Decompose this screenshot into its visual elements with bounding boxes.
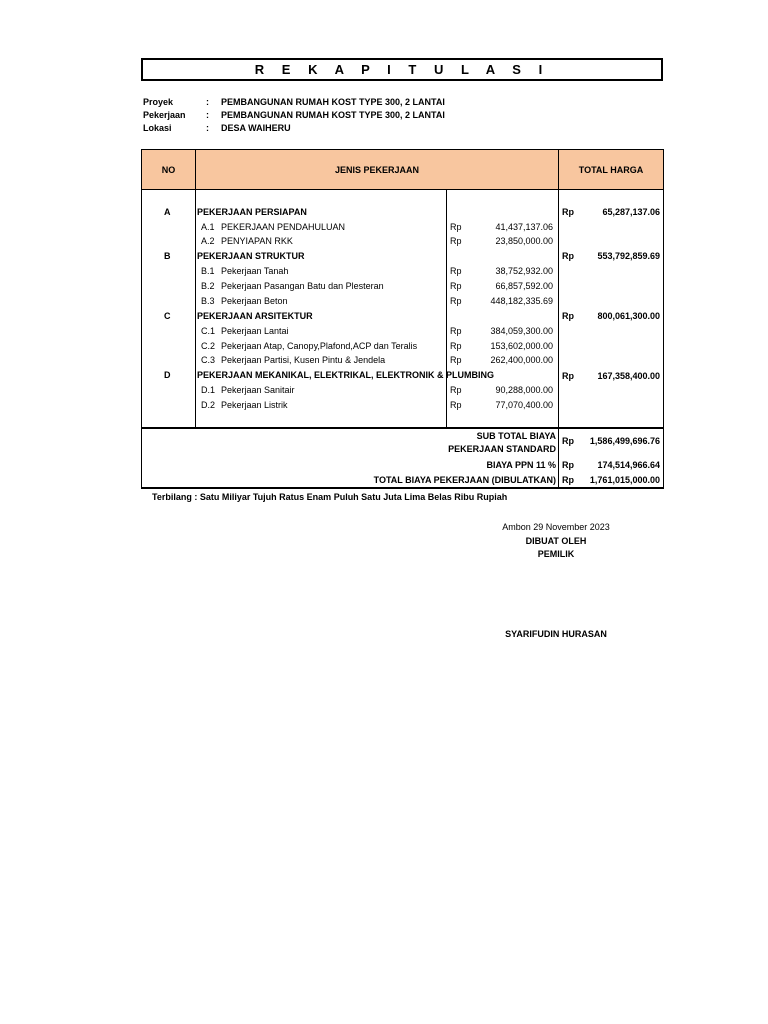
currency-label: Rp bbox=[450, 385, 462, 395]
role-label: PEMILIK bbox=[537, 549, 575, 559]
section-no: B bbox=[164, 251, 171, 261]
section-title: PEKERJAAN MEKANIKAL, ELEKTRIKAL, ELEKTRONIK & PLUMBING bbox=[197, 370, 495, 380]
meta-label-lokasi: Lokasi bbox=[143, 123, 172, 133]
meta-sep: : bbox=[206, 123, 209, 133]
item-name: Pekerjaan Atap, Canopy,Plafond,ACP dan Teralis bbox=[221, 341, 418, 351]
grand-total-value: 1,761,015,000.00 bbox=[589, 475, 660, 485]
currency-label: Rp bbox=[562, 475, 574, 485]
item-amount: 448,182,335.69 bbox=[490, 296, 553, 306]
currency-label: Rp bbox=[450, 341, 462, 351]
currency-label: Rp bbox=[450, 326, 462, 336]
header-no: NO bbox=[141, 149, 196, 190]
item-code: C.3 bbox=[201, 355, 216, 365]
ppn-label: BIAYA PPN 11 % bbox=[486, 460, 556, 470]
item-code: B.2 bbox=[201, 281, 215, 291]
signer-name: SYARIFUDIN HURASAN bbox=[505, 629, 607, 639]
section-total: 800,061,300.00 bbox=[597, 311, 660, 321]
meta-label-pekerjaan: Pekerjaan bbox=[143, 110, 186, 120]
terbilang-text: Terbilang : Satu Miliyar Tujuh Ratus Enam Puluh Satu Juta Lima Belas Ribu Rupiah bbox=[152, 492, 508, 502]
subtotal-value: 1,586,499,696.76 bbox=[589, 436, 660, 446]
item-code: A.1 bbox=[201, 222, 215, 232]
item-code: D.1 bbox=[201, 385, 216, 395]
document-title: R E K A P I T U L A S I bbox=[141, 58, 663, 81]
ppn-value: 174,514,966.64 bbox=[597, 460, 660, 470]
header-total-harga: TOTAL HARGA bbox=[558, 149, 664, 190]
currency-label: Rp bbox=[562, 371, 574, 381]
meta-label-proyek: Proyek bbox=[143, 97, 174, 107]
item-amount: 38,752,932.00 bbox=[495, 266, 553, 276]
subtotal-label-line1: SUB TOTAL BIAYA bbox=[476, 431, 556, 441]
item-amount: 41,437,137.06 bbox=[495, 222, 553, 232]
item-name: PEKERJAAN PENDAHULUAN bbox=[221, 222, 346, 232]
section-title: PEKERJAAN STRUKTUR bbox=[197, 251, 305, 261]
meta-value-proyek: PEMBANGUNAN RUMAH KOST TYPE 300, 2 LANTAI bbox=[221, 97, 445, 107]
item-code: B.1 bbox=[201, 266, 215, 276]
item-name: Pekerjaan Tanah bbox=[221, 266, 289, 276]
currency-label: Rp bbox=[562, 207, 574, 217]
section-no: D bbox=[164, 370, 171, 380]
item-amount: 384,059,300.00 bbox=[490, 326, 553, 336]
item-name: Pekerjaan Lantai bbox=[221, 326, 289, 336]
section-no: C bbox=[164, 311, 171, 321]
section-no: A bbox=[164, 207, 171, 217]
place-date: Ambon 29 November 2023 bbox=[502, 522, 610, 532]
currency-label: Rp bbox=[450, 236, 462, 246]
item-name: Pekerjaan Pasangan Batu dan Plesteran bbox=[221, 281, 384, 291]
currency-label: Rp bbox=[562, 311, 574, 321]
section-total: 553,792,859.69 bbox=[597, 251, 660, 261]
item-amount: 23,850,000.00 bbox=[495, 236, 553, 246]
section-total: 167,358,400.00 bbox=[597, 371, 660, 381]
made-by-label: DIBUAT OLEH bbox=[525, 536, 587, 546]
currency-label: Rp bbox=[450, 400, 462, 410]
item-name: Pekerjaan Beton bbox=[221, 296, 288, 306]
section-title: PEKERJAAN ARSITEKTUR bbox=[197, 311, 313, 321]
item-name: Pekerjaan Partisi, Kusen Pintu & Jendela bbox=[221, 355, 386, 365]
item-amount: 262,400,000.00 bbox=[490, 355, 553, 365]
currency-label: Rp bbox=[450, 355, 462, 365]
item-name: PENYIAPAN RKK bbox=[221, 236, 293, 246]
currency-label: Rp bbox=[450, 296, 462, 306]
item-amount: 153,602,000.00 bbox=[490, 341, 553, 351]
currency-label: Rp bbox=[562, 251, 574, 261]
currency-label: Rp bbox=[450, 222, 462, 232]
currency-label: Rp bbox=[450, 266, 462, 276]
section-total: 65,287,137.06 bbox=[602, 207, 660, 217]
currency-label: Rp bbox=[450, 281, 462, 291]
item-code: A.2 bbox=[201, 236, 215, 246]
item-name: Pekerjaan Sanitair bbox=[221, 385, 295, 395]
meta-value-lokasi: DESA WAIHERU bbox=[221, 123, 291, 133]
item-amount: 77,070,400.00 bbox=[495, 400, 553, 410]
meta-sep: : bbox=[206, 110, 209, 120]
item-code: D.2 bbox=[201, 400, 216, 410]
grand-total-label: TOTAL BIAYA PEKERJAAN (DIBULATKAN) bbox=[373, 475, 556, 485]
meta-sep: : bbox=[206, 97, 209, 107]
currency-label: Rp bbox=[562, 436, 574, 446]
item-code: C.2 bbox=[201, 341, 216, 351]
item-name: Pekerjaan Listrik bbox=[221, 400, 288, 410]
meta-value-pekerjaan: PEMBANGUNAN RUMAH KOST TYPE 300, 2 LANTAI bbox=[221, 110, 445, 120]
header-jenis-pekerjaan: JENIS PEKERJAAN bbox=[195, 149, 559, 190]
item-code: B.3 bbox=[201, 296, 215, 306]
subtotal-label-line2: PEKERJAAN STANDARD bbox=[448, 444, 556, 454]
item-code: C.1 bbox=[201, 326, 216, 336]
currency-label: Rp bbox=[562, 460, 574, 470]
section-title: PEKERJAAN PERSIAPAN bbox=[197, 207, 307, 217]
item-amount: 90,288,000.00 bbox=[495, 385, 553, 395]
item-amount: 66,857,592.00 bbox=[495, 281, 553, 291]
